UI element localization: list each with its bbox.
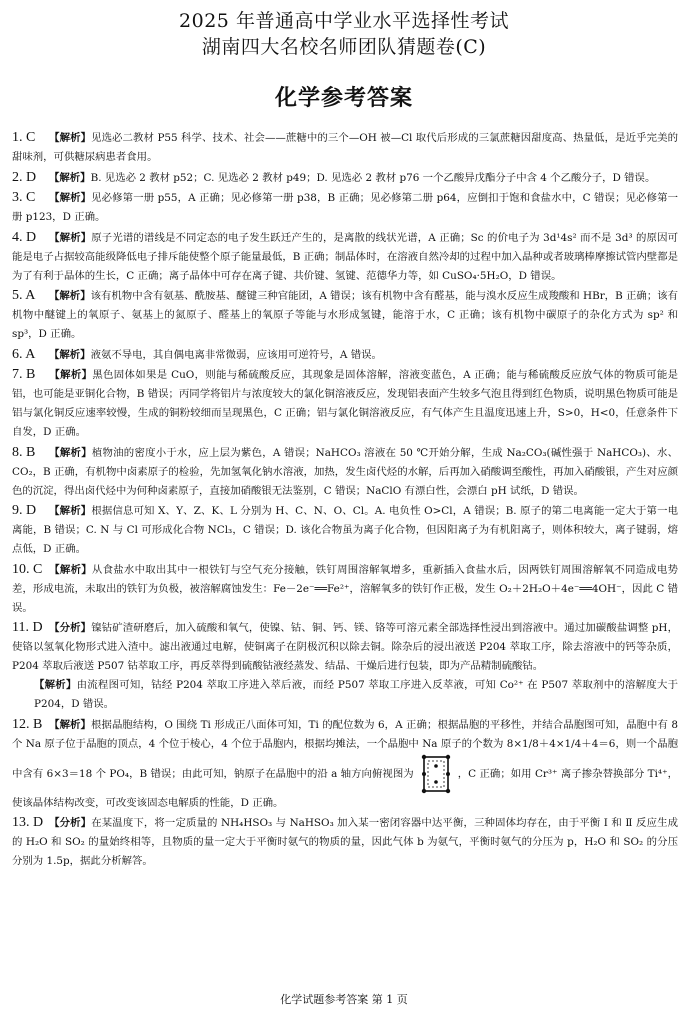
exam-title: 2025 年普通高中学业水平选择性考试	[179, 10, 509, 32]
answer-item-3	[12, 188, 678, 227]
answer-item-13	[12, 813, 678, 871]
analysis-tag: 【解析】	[49, 718, 91, 731]
answer-list	[12, 128, 678, 872]
analysis-tag: 【解析】	[49, 290, 91, 302]
answer-number: 5. A	[12, 288, 36, 303]
answer-item-5	[12, 286, 678, 344]
answer-number: 13. D	[12, 815, 44, 830]
analysis-tag: 【解析】	[49, 348, 91, 361]
answer-number: 7. B	[12, 367, 36, 382]
answer-number: 6. A	[12, 346, 36, 362]
answer-item-7	[12, 365, 678, 442]
analysis-tag: 【解析】	[49, 563, 92, 576]
analysis-tag: 【解析】	[49, 171, 91, 184]
page-title: 化学参考答案	[274, 86, 413, 111]
analysis-tag: 【解析】	[34, 679, 77, 691]
answer-number: 4. D	[12, 229, 37, 245]
answer-item-6	[12, 345, 678, 365]
analysis-tag: 【解析】	[49, 231, 92, 244]
analysis-text: 在某温度下，将一定质量的 NH₄HSO₃ 与 NaHSO₃ 加入某一密闭容器中达平衡，三种固体均存在，由于平衡 Ⅰ 和 Ⅱ 反应生成的 H₂O 和 SO₂ 的量始终相等，且物质的量一定大于平衡时氨气的物质的量，因此气体 b 为氨气，平衡时氨气的分压为 p，H₂O 和 SO₂ 的分压分别为 1.5p，据此分析解答。	[12, 817, 679, 867]
answer-number: 3. C	[12, 190, 36, 205]
analysis-text: B. 见选必 2 教材 p52；C. 见选必 2 教材 p49；D. 见选必 2 教材 p76 一个乙酸异戊酯分子中含 4 个乙酸分子，D 错误。	[90, 171, 656, 184]
analysis-text: 液氨不导电，其自偶电离非常微弱，应该用可逆符号，A 错误。	[90, 348, 382, 361]
answer-number: 2. D	[12, 169, 37, 185]
analysis-text-cont: ，C 正确；如用 Cr³⁺ 离子掺杂替换部分 Ti⁴⁺，使该晶体结构改变，可改变该固态电解质的性能，D 正确。	[12, 767, 678, 809]
analysis-text: 原子光谱的谱线是不同定态的电子发生跃迁产生的，是离散的线状光谱，A 正确；Sc 的价电子为 3d¹4s² 而不是 3d³ 的原因可能是电子占据较高能级降低电子排斥能使整个原子能量最低，B 正确；制晶体时，在溶液自然冷却的过程中加入晶种或者玻璃棒摩擦试管内壁都是为了有利于晶体的生长，C 正确；离子晶体中可存在离子键、共价键、氢键、范德华力等，如 CuSO₄·5H₂O，D 错误。	[12, 231, 679, 282]
analysis-text: 从食盐水中取出其中一根铁钉与空气充分接触，铁钉周围溶解氧增多，重新插入食盐水后，因两铁钉周围溶解氧不同造成电势差，形成电流，未取出的铁钉为负极，被溶解腐蚀发生：Fe－2e⁻══Fe²⁺，溶解氧多的铁钉作正极，发生 O₂＋2H₂O＋4e⁻══4OH⁻，因此 C 错误。	[12, 563, 679, 614]
answer-item-1	[12, 128, 678, 167]
analysis-text: 该有机物中含有氨基、酰胺基、醚键三种官能团，A 错误；该有机物中含有醛基，能与溴水反应生成羧酸和 HBr，B 正确；该有机物中醚键上的氧原子、氨基上的氮原子、醛基上的氧原子等能与水形成氢键，能溶于水，C 正确；该有机物中碳原子的杂化方式为 sp² 和 sp³，D 正确。	[12, 290, 679, 340]
sub-analysis	[12, 676, 678, 714]
answer-number: 12. B	[12, 716, 43, 732]
crystal-projection-figure	[416, 754, 456, 794]
answer-item-9	[12, 501, 678, 559]
analysis-text: 黑色固体如果是 CuO，则能与稀硫酸反应，其现象是固体溶解，溶液变蓝色，A 正确；能与稀硫酸反应放气体的物质可能是铝，也可能是亚铜化合物，B 错误；丙同学将铝片与浓度较大的氯化铜溶液反应，发现铝表面产生较多气泡且得到红色物质，说明黑色物质可能是铝与氯化铜反应速率较慢，生成的铜粉较细而呈现黑色，C 正确；铝与氯化铜溶液反应，有气体产生且温度迅速上升，S>0，H<0，任意条件下自发，D 正确。	[12, 369, 679, 438]
analysis-text: 根据信息可知 X、Y、Z、K、L 分别为 H、C、N、O、Cl。A. 电负性 O>Cl，A 错误；B. 原子的第二电离能一定大于第一电离能，B 错误；C. N 与 Cl 可形成化合物 NCl₃，C 错误；D. 该化合物虽为离子化合物，但因阳离子为有机阳离子，则体积较大，离子键弱，熔点低，D 正确。	[12, 505, 678, 555]
analysis-text: 根据晶胞结构，O 围绕 Ti 形成正八面体可知，Ti 的配位数为 6，A 正确；根据晶胞的平移性，并结合晶胞图可知，晶胞中有 8 个 Na 原子位于晶胞的顶点，4 个位于棱心，4 个位于晶胞内，根据均摊法，一个晶胞中 Na 原子的个数为 8×1/8＋4×1/4＋4＝6，则一个晶胞中含有 6×3＝18 个 PO₄，B 错误；由此可知，钠原子在晶胞中的沿 a 轴方向俯视图为	[12, 718, 678, 780]
answer-number: 8. B	[12, 444, 36, 460]
analysis-text: 见必修第一册 p55，A 正确；见必修第一册 p38，B 正确；见必修第二册 p64，应倒扣于饱和食盐水中，C 错误；见必修第一册 p123，D 正确。	[12, 192, 678, 223]
answer-number: 9. D	[12, 503, 37, 518]
analysis-tag: 【解析】	[49, 369, 93, 381]
answer-item-11	[12, 618, 678, 714]
analysis-text: 见选必二教材 P55 科学、技术、社会——蔗糖中的三个—OH 被—Cl 取代后形成的三氯蔗糖因甜度高、热量低，是近乎完美的甜味剂，可供糖尿病患者食用。	[12, 132, 678, 163]
analysis-text: 由流程图可知，钴经 P204 萃取工序进入萃后液，而经 P507 萃取工序进入反萃液，可知 Co²⁺ 在 P507 萃取剂中的溶解度大于 P204，D 错误。	[34, 679, 679, 710]
answer-number: 1. C	[12, 130, 36, 145]
answer-number: 10. C	[12, 561, 43, 577]
answer-item-8	[12, 443, 678, 501]
analysis-tag: 【解析】	[49, 192, 92, 204]
answer-item-2	[12, 168, 678, 188]
answer-item-4	[12, 228, 678, 286]
analysis-tag: 【解析】	[49, 446, 92, 459]
analysis-tag: 【解析】	[49, 505, 92, 517]
exam-subtitle: 湖南四大名校名师团队猜题卷(C)	[201, 36, 487, 58]
answer-item-10	[12, 560, 678, 618]
page-footer: 化学试题参考答案 第 1 页	[280, 993, 408, 1006]
analysis-text: 植物油的密度小于水，应上层为紫色，A 错误；NaHCO₃ 溶液在 50 ℃开始分解，生成 Na₂CO₃(碱性强于 NaHCO₃)、水、CO₂，B 正确，有机物中卤素原子的检验，先加氢氧化钠水溶液，加热，发生卤代烃的水解，后再加入硝酸调至酸性，再加入硝酸银，产生对应颜色的沉淀，得出卤代烃中为何种卤素原子，直接加硝酸银无法鉴别，C 错误；NaClO 有漂白性，会漂白 pH 试纸，D 错误。	[12, 446, 678, 497]
analysis-tag: 【解析】	[49, 132, 92, 144]
analysis-text: 镍钴矿渣研磨后，加入硫酸和氧气，使镍、钴、铜、钙、镁、铬等可溶元素全部选择性浸出到溶液中。通过加碳酸盐调整 pH，使铬以氢氧化物形式进入渣中。滤出液通过电解，使铜离子在阴极沉积以除去铜。除杂后的浸出液送 P204 萃取工序，除去溶液中的钙等杂质，P204 萃取后液送 P507 钴萃取工序，再反萃得到硫酸钴液经蒸发、结晶、干燥后进行包装，即为产品精制硫酸钴。	[12, 622, 679, 672]
answer-number: 11. D	[12, 620, 43, 635]
analysis-tag: 【分析】	[49, 622, 92, 634]
answer-item-12	[12, 715, 678, 813]
analysis-tag: 【分析】	[49, 817, 92, 829]
